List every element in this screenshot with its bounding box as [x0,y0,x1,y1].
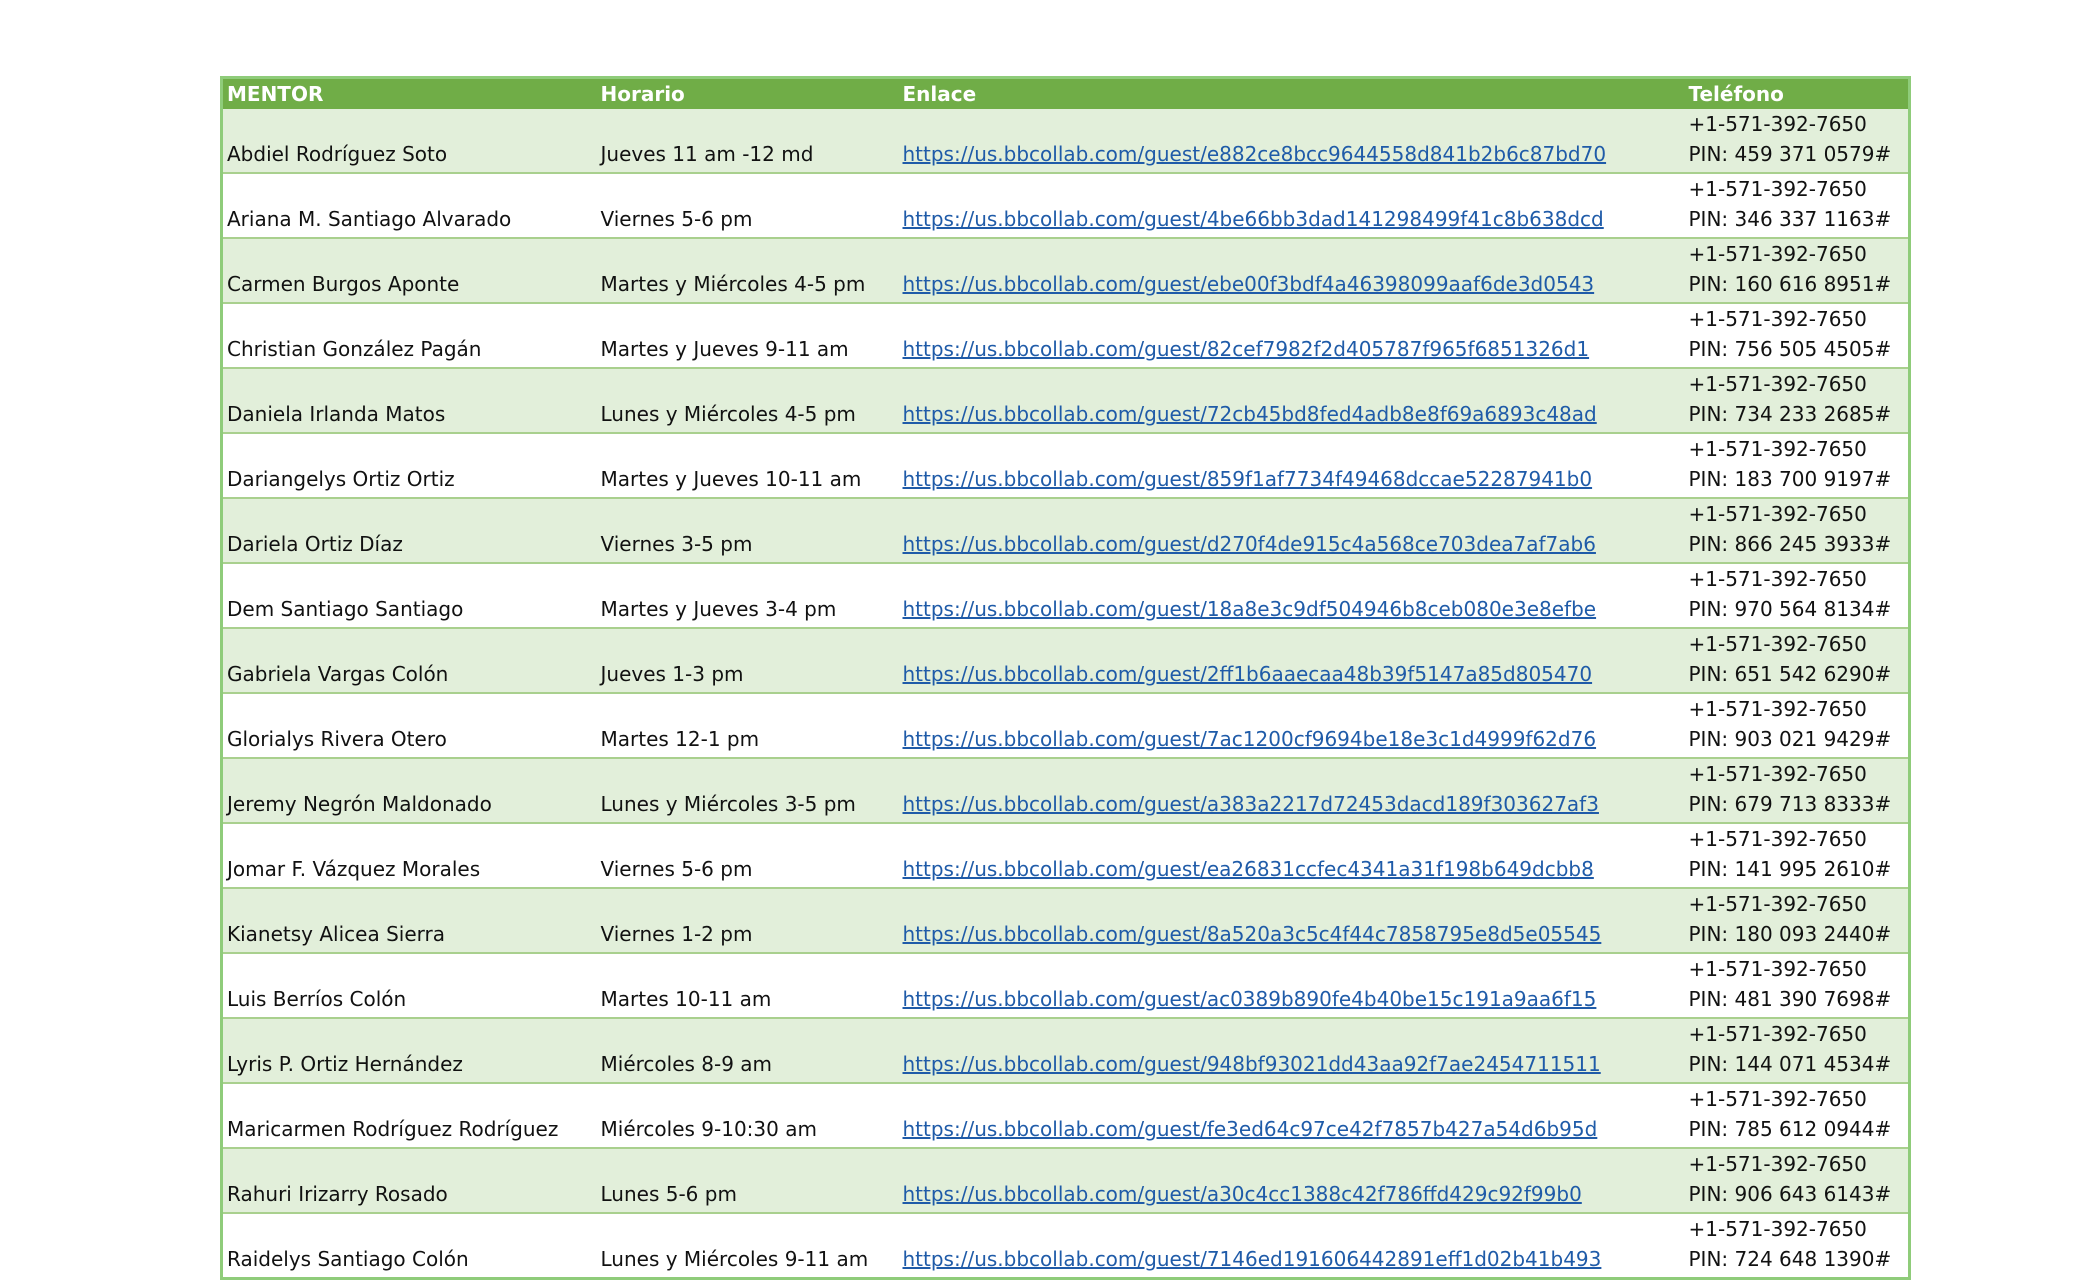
link-cell [899,1213,1685,1279]
phone-pin: PIN: 651 542 6290# [1688,662,1892,686]
link-cell [899,953,1685,1018]
phone-pin: PIN: 183 700 9197# [1688,467,1892,491]
phone-cell [1685,238,1910,303]
mentor-name: Abdiel Rodríguez Soto [222,109,597,173]
guest-link[interactable]: https://us.bbcollab.com/guest/4be66bb3dad141298499f41c8b638dcd [902,207,1604,231]
phone-pin: PIN: 903 021 9429# [1688,727,1892,751]
link-cell [899,498,1685,563]
schedule: Martes y Jueves 9-11 am [597,303,899,368]
table-row [222,498,1910,563]
link-cell [899,1083,1685,1148]
mentor-name: Jomar F. Vázquez Morales [222,823,597,888]
phone-pin: PIN: 724 648 1390# [1688,1247,1892,1271]
phone-number: +1-571-392-7650 [1688,957,1867,981]
mentor-name: Jeremy Negrón Maldonado [222,758,597,823]
phone-number: +1-571-392-7650 [1688,632,1867,656]
phone-pin: PIN: 785 612 0944# [1688,1117,1892,1141]
table-row [222,693,1910,758]
mentor-name: Carmen Burgos Aponte [222,238,597,303]
phone-cell [1685,109,1910,173]
header-row [222,78,1910,110]
mentor-name: Daniela Irlanda Matos [222,368,597,433]
schedule: Lunes y Miércoles 3-5 pm [597,758,899,823]
phone-cell [1685,953,1910,1018]
schedule: Martes y Miércoles 4-5 pm [597,238,899,303]
table-header [222,78,1910,110]
phone-cell [1685,1018,1910,1083]
phone-number: +1-571-392-7650 [1688,1022,1867,1046]
phone-pin: PIN: 346 337 1163# [1688,207,1892,231]
guest-link[interactable]: https://us.bbcollab.com/guest/fe3ed64c97ce42f7857b427a54d6b95d [902,1117,1598,1141]
schedule: Martes y Jueves 3-4 pm [597,563,899,628]
phone-cell [1685,888,1910,953]
link-cell [899,628,1685,693]
schedule: Miércoles 9-10:30 am [597,1083,899,1148]
mentor-name: Gabriela Vargas Colón [222,628,597,693]
phone-number: +1-571-392-7650 [1688,892,1867,916]
header-horario: Horario [597,78,899,110]
phone-pin: PIN: 734 233 2685# [1688,402,1892,426]
schedule: Jueves 1-3 pm [597,628,899,693]
phone-number: +1-571-392-7650 [1688,567,1867,591]
guest-link[interactable]: https://us.bbcollab.com/guest/ebe00f3bdf4a46398099aaf6de3d0543 [902,272,1595,296]
phone-number: +1-571-392-7650 [1688,437,1867,461]
table-row [222,563,1910,628]
guest-link[interactable]: https://us.bbcollab.com/guest/948bf93021dd43aa92f7ae2454711511 [902,1052,1601,1076]
table-row [222,303,1910,368]
schedule: Lunes y Miércoles 4-5 pm [597,368,899,433]
link-cell [899,758,1685,823]
guest-link[interactable]: https://us.bbcollab.com/guest/18a8e3c9df504946b8ceb080e3e8efbe [902,597,1597,621]
schedule: Lunes 5-6 pm [597,1148,899,1213]
table-row [222,433,1910,498]
guest-link[interactable]: https://us.bbcollab.com/guest/e882ce8bcc9644558d841b2b6c87bd70 [902,142,1607,166]
guest-link[interactable]: https://us.bbcollab.com/guest/a30c4cc1388c42f786ffd429c92f99b0 [902,1182,1582,1206]
guest-link[interactable]: https://us.bbcollab.com/guest/82cef7982f2d405787f965f6851326d1 [902,337,1590,361]
phone-cell [1685,173,1910,238]
link-cell [899,693,1685,758]
phone-number: +1-571-392-7650 [1688,827,1867,851]
mentor-name: Luis Berríos Colón [222,953,597,1018]
schedule: Miércoles 8-9 am [597,1018,899,1083]
header-enlace: Enlace [899,78,1685,110]
phone-cell [1685,693,1910,758]
guest-link[interactable]: https://us.bbcollab.com/guest/7146ed191606442891eff1d02b41b493 [902,1247,1602,1271]
table-row [222,758,1910,823]
phone-cell [1685,823,1910,888]
link-cell [899,1018,1685,1083]
table-row [222,1148,1910,1213]
table-row [222,953,1910,1018]
phone-number: +1-571-392-7650 [1688,372,1867,396]
mentor-name: Raidelys Santiago Colón [222,1213,597,1279]
phone-pin: PIN: 679 713 8333# [1688,792,1892,816]
phone-pin: PIN: 866 245 3933# [1688,532,1892,556]
table-row [222,1018,1910,1083]
mentor-name: Dariela Ortiz Díaz [222,498,597,563]
phone-cell [1685,1148,1910,1213]
header-telefono: Teléfono [1685,78,1910,110]
guest-link[interactable]: https://us.bbcollab.com/guest/ac0389b890fe4b40be15c191a9aa6f15 [902,987,1597,1011]
phone-pin: PIN: 481 390 7698# [1688,987,1892,1011]
table-row [222,368,1910,433]
phone-pin: PIN: 180 093 2440# [1688,922,1892,946]
mentor-table [220,76,1911,1280]
phone-number: +1-571-392-7650 [1688,1217,1867,1241]
link-cell [899,1148,1685,1213]
link-cell [899,888,1685,953]
link-cell [899,238,1685,303]
mentor-name: Ariana M. Santiago Alvarado [222,173,597,238]
phone-cell [1685,1083,1910,1148]
phone-pin: PIN: 459 371 0579# [1688,142,1892,166]
phone-pin: PIN: 160 616 8951# [1688,272,1892,296]
schedule: Martes 12-1 pm [597,693,899,758]
table-row [222,1213,1910,1279]
schedule: Viernes 5-6 pm [597,173,899,238]
phone-cell [1685,628,1910,693]
phone-number: +1-571-392-7650 [1688,1152,1867,1176]
phone-number: +1-571-392-7650 [1688,242,1867,266]
schedule: Jueves 11 am -12 md [597,109,899,173]
schedule: Lunes y Miércoles 9-11 am [597,1213,899,1279]
schedule: Viernes 3-5 pm [597,498,899,563]
mentor-name: Kianetsy Alicea Sierra [222,888,597,953]
phone-cell [1685,1213,1910,1279]
mentor-name: Lyris P. Ortiz Hernández [222,1018,597,1083]
link-cell [899,368,1685,433]
mentor-name: Dem Santiago Santiago [222,563,597,628]
schedule: Viernes 5-6 pm [597,823,899,888]
guest-link[interactable]: https://us.bbcollab.com/guest/859f1af7734f49468dccae52287941b0 [902,467,1593,491]
phone-number: +1-571-392-7650 [1688,697,1867,721]
phone-number: +1-571-392-7650 [1688,762,1867,786]
phone-cell [1685,303,1910,368]
table-body [222,109,1910,1279]
guest-link[interactable]: https://us.bbcollab.com/guest/ea26831ccfec4341a31f198b649dcbb8 [902,857,1594,881]
guest-link[interactable]: https://us.bbcollab.com/guest/2ff1b6aaecaa48b39f5147a85d805470 [902,662,1593,686]
guest-link[interactable]: https://us.bbcollab.com/guest/8a520a3c5c4f44c7858795e8d5e05545 [902,922,1602,946]
link-cell [899,433,1685,498]
phone-cell [1685,498,1910,563]
mentor-name: Maricarmen Rodríguez Rodríguez [222,1083,597,1148]
table-row [222,173,1910,238]
mentor-name: Rahuri Irizarry Rosado [222,1148,597,1213]
link-cell [899,173,1685,238]
phone-cell [1685,758,1910,823]
mentor-name: Glorialys Rivera Otero [222,693,597,758]
table-row [222,238,1910,303]
table-row [222,1083,1910,1148]
guest-link[interactable]: https://us.bbcollab.com/guest/d270f4de915c4a568ce703dea7af7ab6 [902,532,1596,556]
guest-link[interactable]: https://us.bbcollab.com/guest/a383a2217d72453dacd189f303627af3 [902,792,1599,816]
phone-cell [1685,368,1910,433]
link-cell [899,823,1685,888]
phone-number: +1-571-392-7650 [1688,177,1867,201]
link-cell [899,109,1685,173]
phone-pin: PIN: 141 995 2610# [1688,857,1892,881]
guest-link[interactable]: https://us.bbcollab.com/guest/7ac1200cf9694be18e3c1d4999f62d76 [902,727,1597,751]
phone-pin: PIN: 756 505 4505# [1688,337,1892,361]
phone-pin: PIN: 906 643 6143# [1688,1182,1892,1206]
link-cell [899,563,1685,628]
table-row [222,628,1910,693]
schedule: Viernes 1-2 pm [597,888,899,953]
link-cell [899,303,1685,368]
header-mentor: MENTOR [222,78,597,110]
mentor-name: Dariangelys Ortiz Ortiz [222,433,597,498]
table-row [222,109,1910,173]
phone-number: +1-571-392-7650 [1688,112,1867,136]
phone-number: +1-571-392-7650 [1688,307,1867,331]
phone-pin: PIN: 144 071 4534# [1688,1052,1892,1076]
table-row [222,823,1910,888]
phone-pin: PIN: 970 564 8134# [1688,597,1892,621]
phone-number: +1-571-392-7650 [1688,1087,1867,1111]
phone-cell [1685,433,1910,498]
table-row [222,888,1910,953]
mentor-name: Christian González Pagán [222,303,597,368]
phone-cell [1685,563,1910,628]
phone-number: +1-571-392-7650 [1688,502,1867,526]
guest-link[interactable]: https://us.bbcollab.com/guest/72cb45bd8fed4adb8e8f69a6893c48ad [902,402,1597,426]
schedule: Martes 10-11 am [597,953,899,1018]
schedule: Martes y Jueves 10-11 am [597,433,899,498]
